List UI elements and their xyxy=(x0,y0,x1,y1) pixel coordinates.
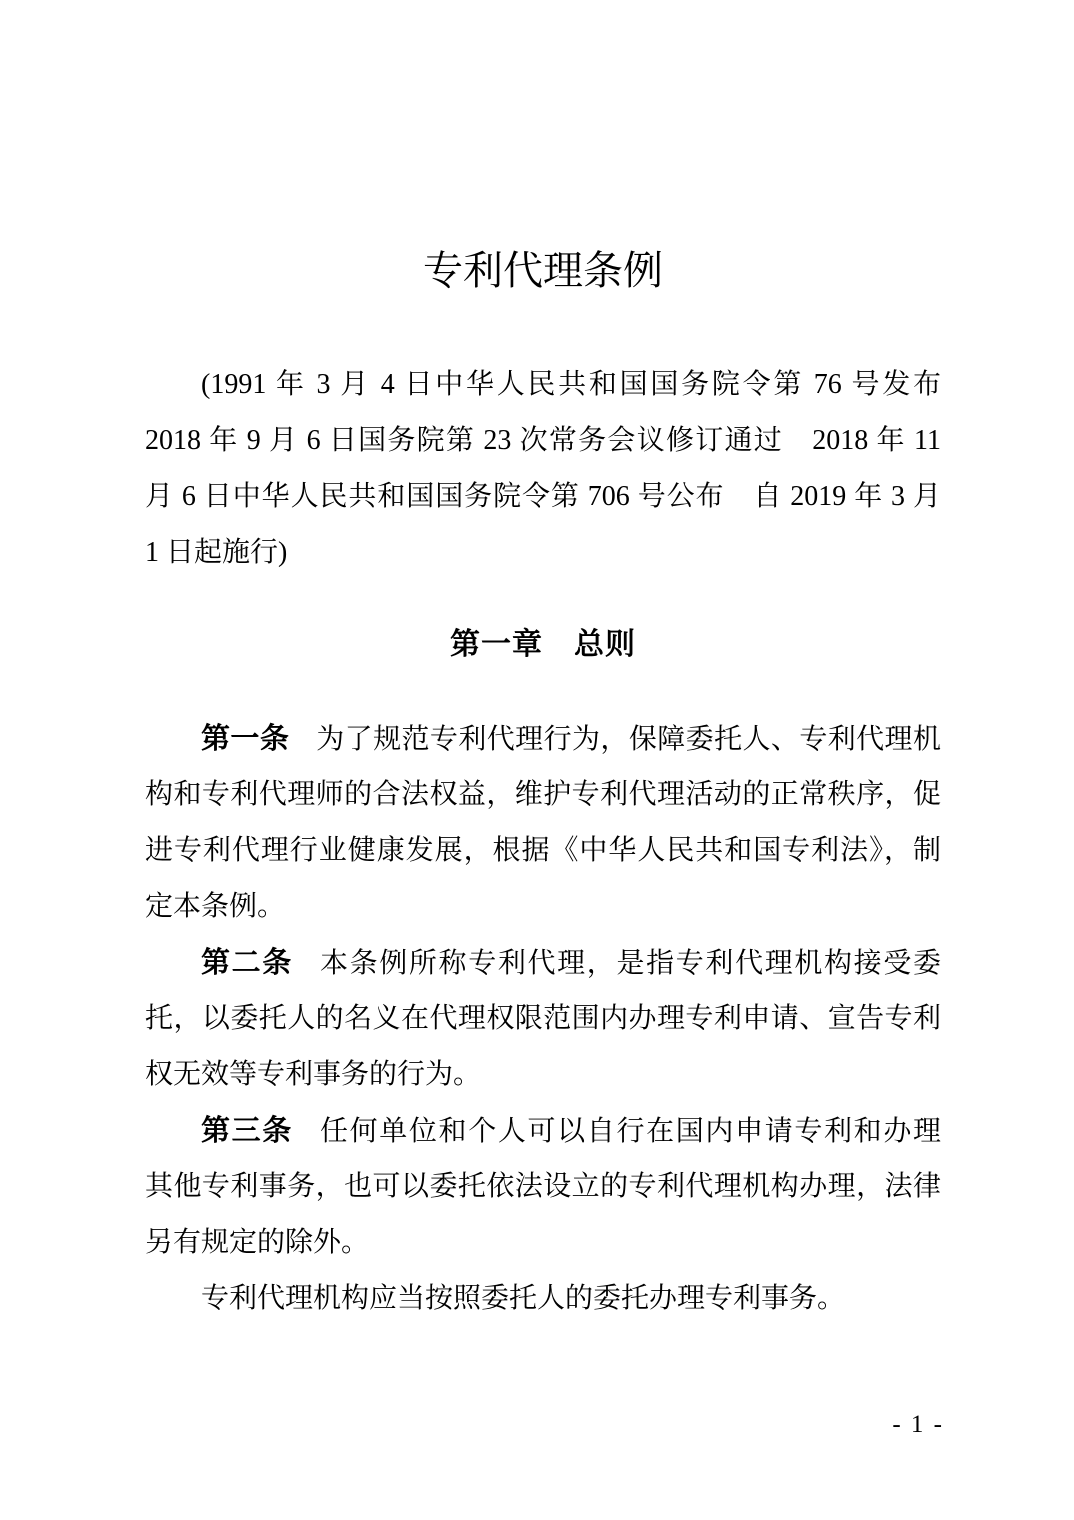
article-1-label: 第一条 xyxy=(201,723,290,755)
page-number: - 1 - xyxy=(892,1411,944,1438)
article-2-label: 第二条 xyxy=(201,947,293,979)
article-line: 定本条例。 xyxy=(145,891,286,922)
article-3-text: 任何单位和个人可以自行在国内申请专利和办理 xyxy=(319,1116,941,1147)
article-line: 构和专利代理师的合法权益，维护专利代理活动的正常秩序，促 xyxy=(145,779,941,810)
intro-line: 2018 年 9 月 6 日国务院第 23 次常务会议修订通过 2018 年 11 xyxy=(145,425,941,456)
article-first-line xyxy=(145,1103,941,1159)
closing-paragraph: 专利代理机构应当按照委托人的委托办理专利事务。 xyxy=(201,1283,846,1314)
article-3-label: 第三条 xyxy=(201,1115,293,1147)
article-line: 托，以委托人的名义在代理权限范围内办理专利申请、宣告专利 xyxy=(145,1003,941,1034)
chapter-heading: 第一章 总则 xyxy=(450,628,636,661)
article-first-line xyxy=(145,935,941,991)
intro-line: 1 日起施行) xyxy=(145,537,288,568)
article-1-text: 为了规范专利代理行为，保障委托人、专利代理机 xyxy=(316,724,941,755)
article-line: 进专利代理行业健康发展，根据《中华人民共和国专利法》，制 xyxy=(145,835,941,866)
articles-body xyxy=(145,711,941,1327)
document-title: 专利代理条例 xyxy=(423,248,663,293)
intro-line: 月 6 日中华人民共和国国务院令第 706 号公布 自 2019 年 3 月 xyxy=(145,481,941,512)
article-line: 另有规定的除外。 xyxy=(145,1227,370,1258)
article-2-text: 本条例所称专利代理，是指专利代理机构接受委 xyxy=(319,948,941,979)
article-1 xyxy=(145,711,941,935)
article-first-line xyxy=(145,711,941,767)
intro-line: (1991 年 3 月 4 日中华人民共和国国务院令第 76 号发布 xyxy=(201,369,941,400)
intro-paragraph xyxy=(145,357,941,581)
article-line: 其他专利事务，也可以委托依法设立的专利代理机构办理，法律 xyxy=(145,1171,941,1202)
article-3 xyxy=(145,1103,941,1271)
article-2 xyxy=(145,935,941,1103)
article-line: 权无效等专利事务的行为。 xyxy=(145,1059,482,1090)
